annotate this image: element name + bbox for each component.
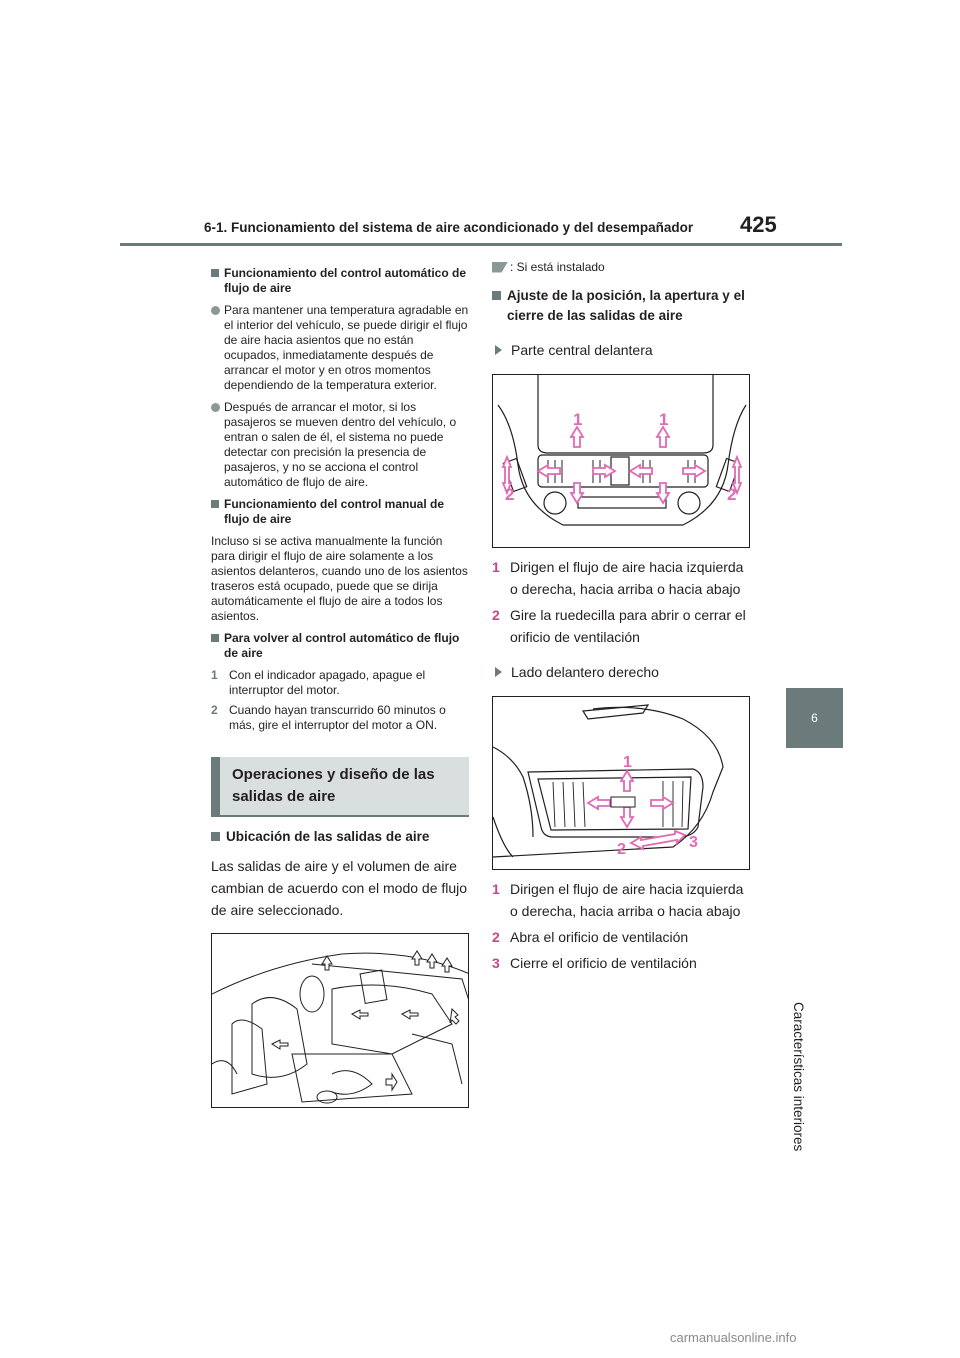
subheading-return-auto: Para volver al control automático de flujo de aire xyxy=(211,631,469,661)
header-title: 6-1. Funcionamiento del sistema de aire acondicionado y del desempañador xyxy=(204,220,694,235)
figure-label: 3 xyxy=(689,834,698,851)
square-bullet-icon xyxy=(211,634,219,642)
bullet-item: Para mantener una temperatura agradable en el interior del vehículo, se puede dirigir el flujo de aire hacia asientos que no están ocupados, inmediatamente después de arrancar el motor y en otros momentos dependiendo de la temperatura exterior. xyxy=(211,303,469,393)
front-right-item: Lado delantero derecho xyxy=(492,662,750,682)
center-vents-illustration xyxy=(493,375,750,548)
step-item: 3 Cierre el orificio de ventilación xyxy=(492,955,697,971)
square-bullet-icon xyxy=(492,291,501,300)
square-bullet-icon xyxy=(211,832,220,841)
figure-label: 1 xyxy=(659,410,669,429)
header-rule xyxy=(120,243,842,246)
cabin-vents-figure xyxy=(211,933,469,1108)
section-title-box: Operaciones y diseño de las salidas de aire xyxy=(211,757,469,817)
figure-label: 1 xyxy=(623,754,632,771)
paragraph-outlet-location: Las salidas de aire y el volumen de aire cambian de acuerdo con el modo de flujo de aire seleccionado. xyxy=(211,858,468,918)
square-bullet-icon xyxy=(211,500,219,508)
figure-label: 2 xyxy=(727,485,737,504)
triangle-bullet-icon xyxy=(495,667,502,677)
chapter-tab[interactable] xyxy=(786,688,843,748)
step-item: 1 Dirigen el flujo de aire hacia izquierda o derecha, hacia arriba o hacia abajo xyxy=(492,881,744,919)
triangle-bullet-icon xyxy=(495,345,502,355)
step-item: 1 Dirigen el flujo de aire hacia izquierda o derecha, hacia arriba o hacia abajo xyxy=(492,559,744,597)
square-bullet-icon xyxy=(211,269,219,277)
car-interior-illustration xyxy=(212,934,469,1108)
subheading-outlet-location: Ubicación de las salidas de aire xyxy=(211,827,469,847)
right-column xyxy=(492,260,750,978)
bullet-item: Después de arrancar el motor, si los pasajeros se mueven dentro del vehículo, o entran o salen de él, el sistema no puede detectar con precisión la presencia de pasajeros, y no se acciona el control automático de flujo de aire. xyxy=(211,400,469,490)
watermark: carmanualsonline.info xyxy=(670,1330,797,1345)
chapter-number: 6 xyxy=(811,711,818,725)
circle-bullet-icon xyxy=(211,403,220,412)
figure-label: 2 xyxy=(505,485,515,504)
if-equipped-icon xyxy=(492,262,508,273)
subheading-adjust-outlets: Ajuste de la posición, la apertura y el cierre de las salidas de aire xyxy=(492,286,750,326)
step-item: 2 Gire la ruedecilla para abrir o cerrar el orificio de ventilación xyxy=(492,607,746,645)
chapter-label: Características interiores xyxy=(791,1002,806,1152)
side-vent-illustration xyxy=(493,697,750,870)
figure-label: 2 xyxy=(617,841,626,858)
subheading-manual-flow: Funcionamiento del control manual de flujo de aire xyxy=(211,497,469,527)
paragraph-manual-flow: Incluso si se activa manualmente la función para dirigir el flujo de aire solamente a los asientos delanteros, cuando uno de los asientos traseros está ocupado, puede que se dirija automáticamente el flujo de aire a todos los asientos. xyxy=(211,534,468,623)
if-equipped-note: : Si está instalado xyxy=(492,260,750,274)
left-column xyxy=(211,266,469,1108)
step-item: 2 Cuando hayan transcurrido 60 minutos o más, gire el interruptor del motor a ON. xyxy=(211,703,446,732)
figure-label: 1 xyxy=(573,410,583,429)
front-center-item: Parte central delantera xyxy=(492,340,750,360)
front-center-vents-figure xyxy=(492,374,750,548)
front-right-vent-figure xyxy=(492,696,750,870)
subheading-auto-flow: Funcionamiento del control automático de flujo de aire xyxy=(211,266,469,296)
step-item: 1 Con el indicador apagado, apague el interruptor del motor. xyxy=(211,668,426,697)
circle-bullet-icon xyxy=(211,306,220,315)
page-number: 425 xyxy=(740,212,777,237)
step-item: 2 Abra el orificio de ventilación xyxy=(492,929,689,945)
